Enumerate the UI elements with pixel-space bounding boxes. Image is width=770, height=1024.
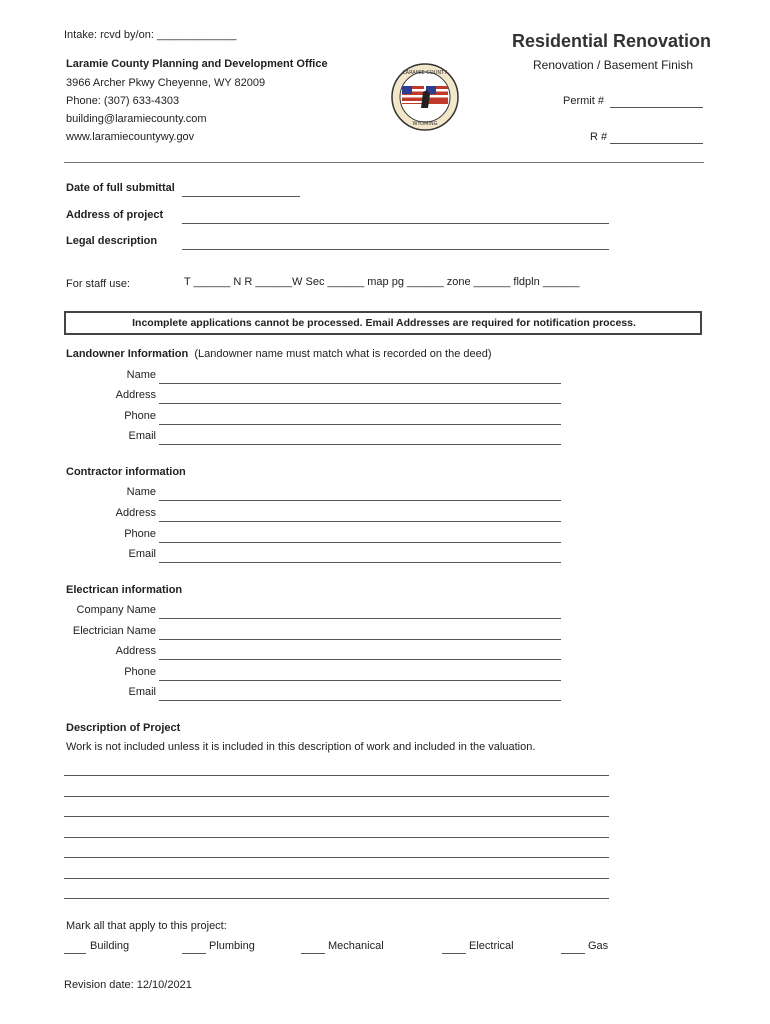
electrician-heading: Electrican information <box>66 584 183 596</box>
electrical-checkbox[interactable] <box>442 953 466 954</box>
building-option: Building <box>90 940 130 952</box>
electrician-address-label: Address <box>115 645 156 657</box>
landowner-phone-field[interactable] <box>159 424 561 425</box>
mechanical-option: Mechanical <box>328 940 384 952</box>
description-line[interactable] <box>64 878 609 879</box>
county-seal <box>390 62 460 132</box>
electrician-company-field[interactable] <box>159 618 561 619</box>
description-line[interactable] <box>64 775 609 776</box>
legal-field[interactable] <box>182 249 609 250</box>
electrician-name-field[interactable] <box>159 639 561 640</box>
permit-field[interactable] <box>610 107 703 108</box>
notice-text: Incomplete applications cannot be processed. Email Addresses are required for notification process. <box>132 317 636 329</box>
electrician-name-label: Electrician Name <box>72 625 156 637</box>
contractor-name-field[interactable] <box>159 500 561 501</box>
landowner-email-field[interactable] <box>159 444 561 445</box>
mechanical-checkbox[interactable] <box>301 953 325 954</box>
electrician-address-field[interactable] <box>159 659 561 660</box>
contractor-heading: Contractor information <box>66 466 186 478</box>
electrician-phone-field[interactable] <box>159 680 561 681</box>
contractor-email-field[interactable] <box>159 562 561 563</box>
permit-label: Permit # <box>563 95 604 107</box>
electrician-company-label: Company Name <box>76 604 156 616</box>
landowner-email-label: Email <box>128 430 156 442</box>
office-website: www.laramiecountywy.gov <box>66 131 195 143</box>
landowner-phone-label: Phone <box>124 410 156 422</box>
description-heading: Description of Project <box>66 722 181 734</box>
office-address: 3966 Archer Pkwy Cheyenne, WY 82009 <box>66 77 266 89</box>
electrician-email-label: Email <box>128 686 156 698</box>
divider <box>64 162 704 163</box>
description-line[interactable] <box>64 898 609 899</box>
legal-label: Legal description <box>66 235 158 247</box>
staff-fields: T ______ N R ______W Sec ______ map pg ______ zone ______ fldpln ______ <box>184 276 580 288</box>
staff-label: For staff use: <box>66 278 130 290</box>
gas-checkbox[interactable] <box>561 953 585 954</box>
landowner-name-label: Name <box>126 369 156 381</box>
date-label: Date of full submittal <box>66 182 175 194</box>
description-line[interactable] <box>64 837 609 838</box>
plumbing-checkbox[interactable] <box>182 953 206 954</box>
date-field[interactable] <box>182 196 300 197</box>
landowner-address-label: Address <box>115 389 156 401</box>
apply-label: Mark all that apply to this project: <box>66 920 227 932</box>
plumbing-option: Plumbing <box>209 940 255 952</box>
office-name: Laramie County Planning and Development Office <box>66 58 328 70</box>
building-checkbox[interactable] <box>64 953 86 954</box>
page-subtitle: Renovation / Basement Finish <box>533 58 694 72</box>
page-title: Residential Renovation <box>512 31 712 51</box>
svg-text:LARAMIE COUNTY: LARAMIE COUNTY <box>402 70 448 76</box>
project-address-field[interactable] <box>182 223 609 224</box>
description-text: Work is not included unless it is included in this description of work and included in the valuation. <box>66 741 536 753</box>
contractor-phone-label: Phone <box>124 528 156 540</box>
r-label: R # <box>590 131 608 143</box>
description-line[interactable] <box>64 816 609 817</box>
landowner-address-field[interactable] <box>159 403 561 404</box>
gas-option: Gas <box>588 940 609 952</box>
landowner-heading: Landowner Information (Landowner name must match what is recorded on the deed) <box>66 348 492 360</box>
landowner-name-field[interactable] <box>159 383 561 384</box>
intake-label: Intake: rcvd by/on: _____________ <box>64 29 237 41</box>
project-address-label: Address of project <box>66 209 164 221</box>
description-line[interactable] <box>64 857 609 858</box>
contractor-name-label: Name <box>126 486 156 498</box>
description-line[interactable] <box>64 796 609 797</box>
r-field[interactable] <box>610 143 703 144</box>
revision-date: Revision date: 12/10/2021 <box>64 979 192 991</box>
electrical-option: Electrical <box>469 940 514 952</box>
office-phone: Phone: (307) 633-4303 <box>66 95 180 107</box>
contractor-address-field[interactable] <box>159 521 561 522</box>
contractor-phone-field[interactable] <box>159 542 561 543</box>
contractor-email-label: Email <box>128 548 156 560</box>
electrician-email-field[interactable] <box>159 700 561 701</box>
electrician-phone-label: Phone <box>124 666 156 678</box>
office-email: building@laramiecounty.com <box>66 113 207 125</box>
svg-text:WYOMING: WYOMING <box>412 121 438 127</box>
contractor-address-label: Address <box>115 507 156 519</box>
